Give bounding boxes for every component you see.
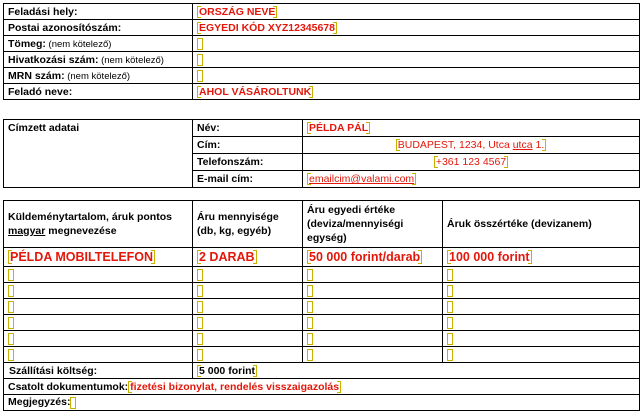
items-table bbox=[3, 200, 640, 411]
sender-row-postal-id bbox=[4, 20, 640, 36]
label-mrn-cell bbox=[4, 68, 193, 84]
recipient-section-label: Címzett adatai bbox=[4, 120, 193, 188]
note-hivatkozasi: (nem kötelező) bbox=[98, 54, 164, 66]
field-postai-azonosito[interactable]: EGYEDI KÓD XYZ12345678 bbox=[199, 21, 335, 34]
field-item-quantity-1[interactable]: 2 DARAB bbox=[199, 250, 255, 264]
field-item-unit-value-5[interactable] bbox=[307, 317, 313, 329]
field-megjegyzes[interactable] bbox=[70, 397, 76, 409]
shipping-row bbox=[4, 363, 640, 379]
sender-table bbox=[3, 3, 640, 100]
field-item-total-value-1[interactable]: 100 000 forint bbox=[449, 250, 530, 264]
label-cim: Cím: bbox=[193, 137, 303, 154]
field-item-quantity-6[interactable] bbox=[197, 333, 203, 345]
label-csatolt: Csatolt dokumentumok: bbox=[8, 380, 129, 393]
field-item-quantity-3[interactable] bbox=[197, 285, 203, 297]
field-item-unit-value-3[interactable] bbox=[307, 285, 313, 297]
field-szallitasi[interactable]: 5 000 forint bbox=[199, 364, 256, 377]
note-tomeg: (nem kötelező) bbox=[45, 38, 112, 50]
label-postai-azonosito: Postai azonosítószám: bbox=[4, 20, 193, 36]
notes-row bbox=[4, 395, 640, 411]
field-cim-part-b: 1. bbox=[532, 139, 545, 151]
label-tomeg: Tömeg: bbox=[8, 37, 46, 50]
field-item-content-1[interactable]: PÉLDA MOBILTELEFON bbox=[10, 250, 154, 264]
field-item-content-5[interactable] bbox=[8, 317, 14, 329]
field-item-quantity-2[interactable] bbox=[197, 269, 203, 281]
field-item-total-value-7[interactable] bbox=[447, 349, 453, 361]
note-mrn: (nem kötelező) bbox=[64, 70, 131, 82]
notes-cell bbox=[4, 395, 640, 411]
field-item-total-value-2[interactable] bbox=[447, 269, 453, 281]
field-item-quantity-7[interactable] bbox=[197, 349, 203, 361]
label-tomeg-cell bbox=[4, 36, 193, 52]
field-cim-part-a: BUDAPEST, 1234, Utca bbox=[397, 139, 513, 151]
label-megjegyzes: Megjegyzés: bbox=[8, 396, 71, 409]
field-telefon[interactable]: +361 123 4567 bbox=[435, 156, 507, 168]
field-cim[interactable] bbox=[396, 139, 547, 151]
items-row-2 bbox=[4, 267, 640, 283]
recipient-row-name bbox=[4, 120, 640, 137]
field-item-content-2[interactable] bbox=[8, 269, 14, 281]
field-nev[interactable]: PÉLDA PÁL bbox=[309, 122, 369, 134]
items-row-3 bbox=[4, 283, 640, 299]
header-content-u: magyar bbox=[8, 225, 46, 237]
sender-row-weight bbox=[4, 36, 640, 52]
items-row-4 bbox=[4, 299, 640, 315]
field-item-total-value-4[interactable] bbox=[447, 301, 453, 313]
items-row-6 bbox=[4, 331, 640, 347]
items-row-1 bbox=[4, 248, 640, 267]
field-item-content-6[interactable] bbox=[8, 333, 14, 345]
field-item-quantity-4[interactable] bbox=[197, 301, 203, 313]
field-item-content-4[interactable] bbox=[8, 301, 14, 313]
field-csatolt[interactable]: fizetési bizonylat, rendelés visszaigazolás bbox=[130, 380, 340, 393]
field-item-content-7[interactable] bbox=[8, 349, 14, 361]
field-mrn[interactable] bbox=[197, 70, 203, 82]
label-email: E-mail cím: bbox=[193, 171, 303, 188]
header-unit-value: Áru egyedi értéke (deviza/mennyiségi egység) bbox=[303, 201, 443, 248]
label-nev: Név: bbox=[193, 120, 303, 137]
label-feladasi-hely: Feladási hely: bbox=[4, 4, 193, 20]
header-content-b: megnevezése bbox=[45, 225, 117, 237]
label-felado-neve: Feladó neve: bbox=[4, 84, 193, 100]
label-telefon: Telefonszám: bbox=[193, 154, 303, 171]
sender-row-mrn bbox=[4, 68, 640, 84]
field-item-unit-value-4[interactable] bbox=[307, 301, 313, 313]
field-item-total-value-6[interactable] bbox=[447, 333, 453, 345]
attachments-row bbox=[4, 379, 640, 395]
field-item-total-value-3[interactable] bbox=[447, 285, 453, 297]
attachments-cell bbox=[4, 379, 640, 395]
label-mrn: MRN szám: bbox=[8, 69, 65, 82]
field-item-unit-value-7[interactable] bbox=[307, 349, 313, 361]
field-feladasi-hely[interactable]: ORSZÁG NEVE bbox=[199, 5, 276, 18]
field-cim-part-u: utca bbox=[512, 139, 533, 151]
header-content-a: Küldeménytartalom, áruk pontos bbox=[8, 211, 172, 223]
items-header-row bbox=[4, 201, 640, 248]
field-tomeg[interactable] bbox=[197, 38, 203, 50]
label-szallitasi: Szállítási költség: bbox=[4, 363, 193, 379]
label-hivatkozasi-cell bbox=[4, 52, 193, 68]
field-item-quantity-5[interactable] bbox=[197, 317, 203, 329]
field-item-unit-value-2[interactable] bbox=[307, 269, 313, 281]
field-item-unit-value-6[interactable] bbox=[307, 333, 313, 345]
field-felado-neve[interactable]: AHOL VÁSÁROLTUNK bbox=[199, 85, 312, 98]
field-email[interactable]: emailcim@valami.com bbox=[309, 173, 415, 185]
field-item-content-3[interactable] bbox=[8, 285, 14, 297]
sender-row-location bbox=[4, 4, 640, 20]
header-total-value: Áruk összértéke (devizanem) bbox=[443, 201, 640, 248]
recipient-table bbox=[3, 119, 640, 188]
sender-row-reference bbox=[4, 52, 640, 68]
header-quantity: Áru mennyisége (db, kg, egyéb) bbox=[193, 201, 303, 248]
header-content bbox=[4, 201, 193, 248]
field-hivatkozasi[interactable] bbox=[197, 54, 203, 66]
items-row-7 bbox=[4, 347, 640, 363]
field-item-total-value-5[interactable] bbox=[447, 317, 453, 329]
label-hivatkozasi: Hivatkozási szám: bbox=[8, 53, 99, 66]
sender-row-name bbox=[4, 84, 640, 100]
items-row-5 bbox=[4, 315, 640, 331]
field-item-unit-value-1[interactable]: 50 000 forint/darab bbox=[309, 250, 421, 264]
